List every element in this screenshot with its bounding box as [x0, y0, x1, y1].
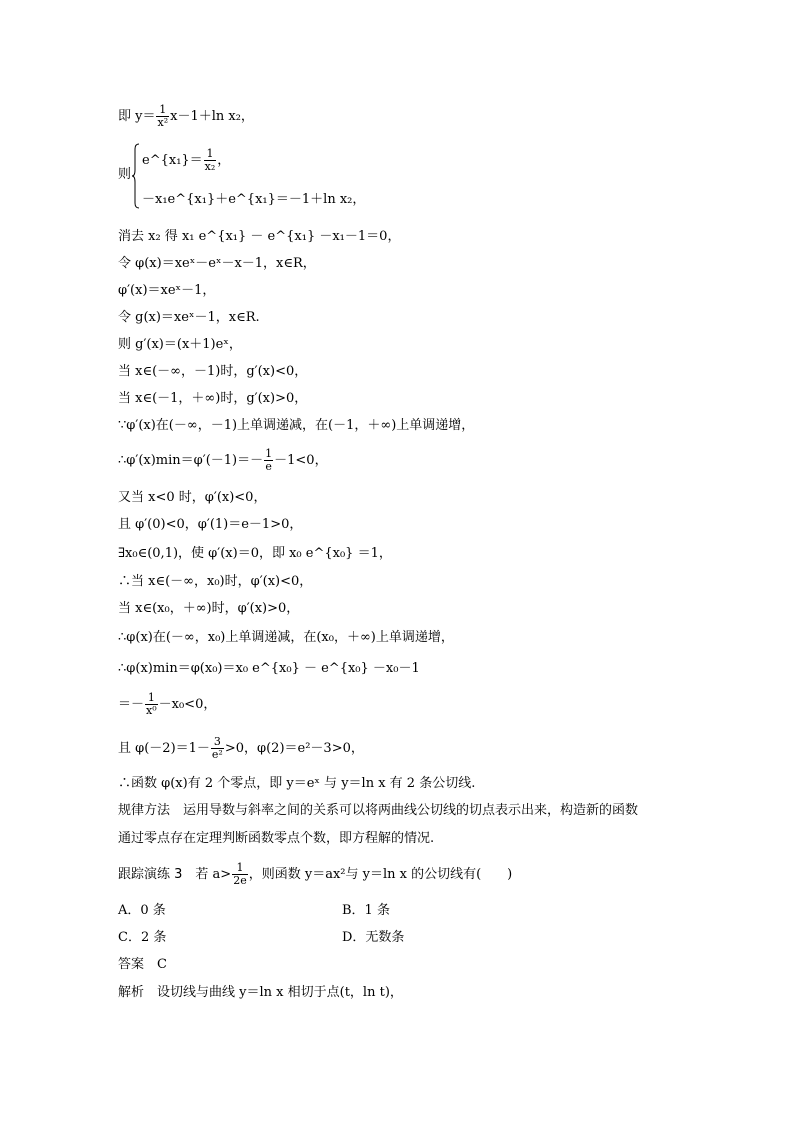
text-line: 令 φ(x)＝xeˣ－eˣ－x－1，x∈R， [118, 256, 316, 271]
equation-text: 即 y＝ [118, 109, 156, 124]
fraction-numerator: 1 [156, 104, 169, 117]
answer-value: C [157, 957, 167, 972]
left-brace-icon [132, 143, 140, 209]
fraction-denominator: x⁰ [146, 704, 157, 717]
equation-text: －1<0， [274, 453, 328, 468]
fraction-numerator: 1 [265, 447, 273, 460]
fraction-denominator: x² [157, 116, 169, 129]
fraction-numerator: 3 [211, 736, 224, 749]
fraction [211, 736, 224, 761]
exercise-label: 跟踪演练 3 [118, 867, 183, 882]
text-line: ∴函数 φ(x)有 2 个零点，即 y＝eˣ 与 y＝ln x 有 2 条公切线. [118, 776, 476, 791]
equation-line [118, 104, 254, 129]
exercise-question [118, 862, 512, 887]
fraction [145, 692, 158, 717]
fraction-denominator: x₂ [204, 160, 216, 173]
equation-text: e^{x₁}＝ [142, 153, 203, 168]
system-equation-1 [142, 148, 230, 173]
fraction-denominator: e [265, 460, 272, 473]
fraction [156, 104, 169, 129]
text-line: ∴φ(x)在(－∞，x₀)上单调递减，在(x₀，＋∞)上单调递增， [118, 630, 454, 645]
system-lead-text: 则 [118, 167, 132, 182]
method-paragraph [118, 803, 638, 819]
analysis-line [118, 985, 403, 1001]
fraction-numerator: 1 [145, 692, 158, 705]
equation-text: ， [217, 153, 231, 168]
fraction [264, 448, 273, 473]
text-line: 又当 x<0 时，φ′(x)<0， [118, 490, 267, 505]
equation-line [118, 736, 364, 761]
text-line: 当 x∈(－∞，－1)时，g′(x)<0， [118, 364, 308, 379]
text-line: 令 g(x)＝xeˣ－1，x∈R. [118, 310, 260, 325]
method-text: 运用导数与斜率之间的关系可以将两曲线公切线的切点表示出来，构造新的函数 [183, 803, 639, 818]
equation-text: －x₀<0， [158, 697, 217, 712]
answer-line [118, 957, 167, 973]
text-line: 当 x∈(x₀，＋∞)时，φ′(x)>0， [118, 601, 300, 616]
fraction-denominator: e² [211, 748, 223, 761]
question-text: ，则函数 y＝ax²与 y＝ln x 的公切线有( ) [248, 867, 513, 882]
fraction [204, 148, 217, 173]
method-label: 规律方法 [118, 803, 171, 818]
analysis-label: 解析 [118, 985, 145, 1000]
text-line: ∵φ′(x)在(－∞，－1)上单调递减，在(－1，＋∞)上单调递增， [118, 418, 475, 433]
option-c: C．2 条 [118, 930, 167, 945]
equation-text: x－1＋ln x₂， [170, 109, 254, 124]
option-a: A．0 条 [118, 903, 166, 918]
option-d: D．无数条 [342, 930, 405, 945]
equation-text: ＝－ [118, 697, 145, 712]
text-line: 通过零点存在定理判断函数零点个数，即方程解的情况. [118, 831, 435, 846]
text-line: 当 x∈(－1，＋∞)时，g′(x)>0， [118, 391, 308, 406]
question-text: 若 a> [195, 867, 232, 882]
equation-line [118, 692, 216, 717]
equation-text: ∴φ′(x)min＝φ′(－1)＝－ [118, 453, 264, 468]
fraction-numerator: 1 [232, 862, 248, 875]
system-lead [118, 167, 131, 183]
text-line: ∃x₀∈(0,1)，使 φ′(x)＝0，即 x₀ e^{x₀} ＝1， [118, 546, 392, 561]
equation-line [118, 448, 328, 473]
fraction [232, 862, 248, 887]
text-line: 且 φ′(0)<0，φ′(1)＝e－1>0， [118, 517, 303, 532]
text-line: φ′(x)＝xeˣ－1， [118, 283, 216, 298]
text-line: ∴当 x∈(－∞，x₀)时，φ′(x)<0， [118, 574, 313, 589]
answer-label: 答案 [118, 957, 145, 972]
option-b: B．1 条 [342, 903, 390, 918]
text-line: 消去 x₂ 得 x₁ e^{x₁} － e^{x₁} －x₁－1＝0， [118, 229, 401, 244]
text-line: ∴φ(x)min＝φ(x₀)＝x₀ e^{x₀} － e^{x₀} －x₀－1 [118, 661, 420, 676]
fraction-numerator: 1 [204, 148, 217, 161]
text-line: 则 g′(x)＝(x＋1)eˣ， [118, 337, 242, 352]
system-equation-2: －x₁e^{x₁}＋e^{x₁}＝－1＋ln x₂， [142, 192, 366, 207]
fraction-denominator: 2e [233, 874, 247, 887]
equation-text: >0，φ(2)＝e²－3>0， [224, 741, 364, 756]
equation-text: 且 φ(－2)＝1－ [118, 741, 210, 756]
analysis-text: 设切线与曲线 y＝ln x 相切于点(t，ln t)， [157, 985, 403, 1000]
